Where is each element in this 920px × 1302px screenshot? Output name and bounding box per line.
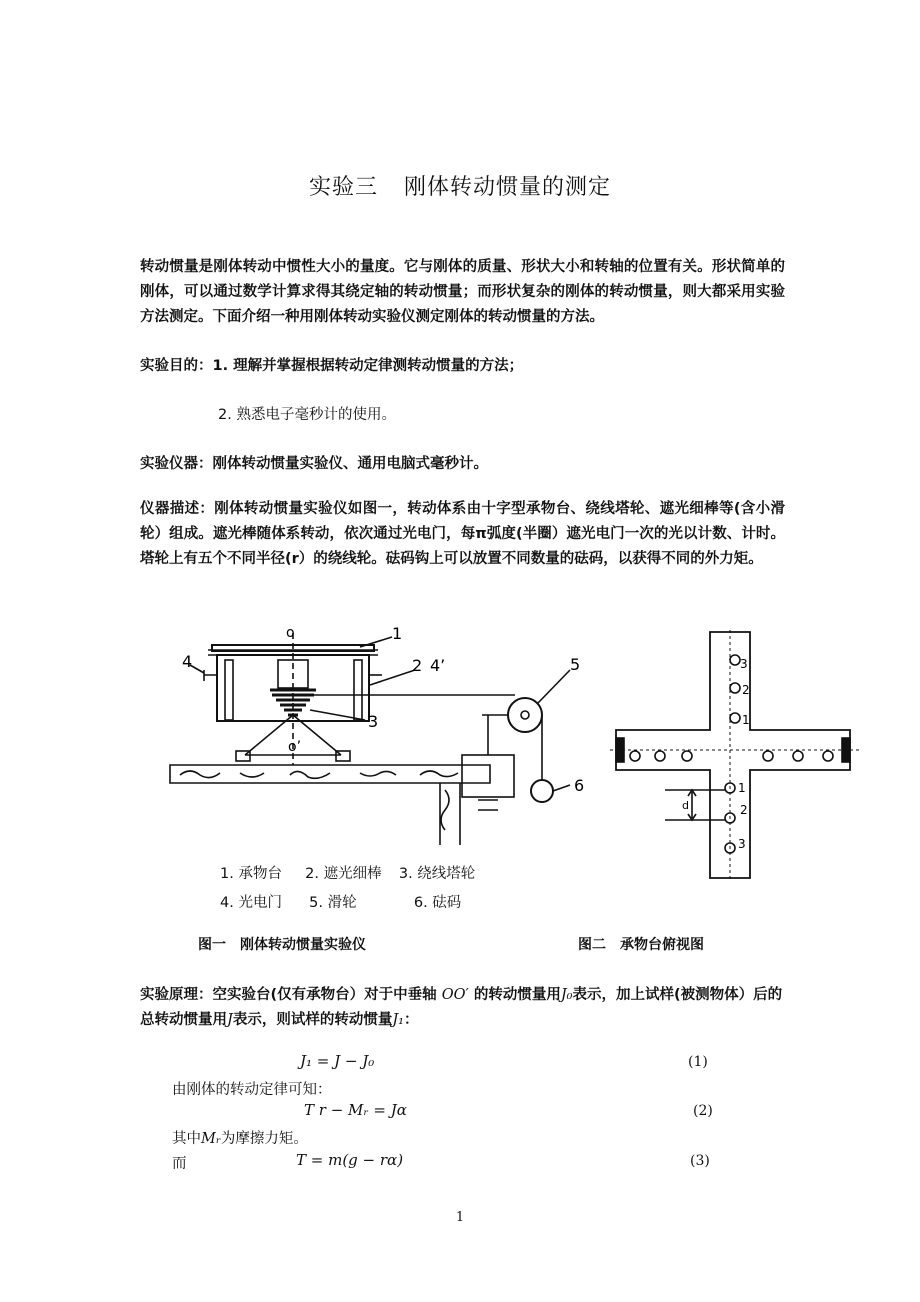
principle-axis: OO′ [441,987,469,1003]
description-paragraph [140,497,785,572]
fig1-label-o-top: o [286,625,295,641]
principle-j0: J₀ [560,987,573,1003]
after2-suffix: 为摩擦力矩。 [220,1131,308,1147]
principle-j1: J₁ [392,1012,404,1028]
fig2-label-bot1: 1 [738,781,746,795]
legend-1: 1. 承物台 [220,866,282,882]
title-part1: 实验三 [308,175,378,200]
principle-text1: 空实验台(仅有承物台）对于中垂轴 [212,987,437,1003]
equation-3: T = m(g − rα) [296,1151,404,1169]
fig2-label-bot3: 3 [738,837,746,851]
purpose-line1 [140,354,523,375]
fig1-label-3: 3 [368,712,379,731]
eq-text-after2 [172,1127,308,1148]
fig1-label-4: 4 [182,652,193,671]
equation-3-number: (3) [690,1153,710,1169]
equation-1: J₁ = J − J₀ [300,1052,375,1070]
fig1-label-1: 1 [392,624,403,643]
principle-j: J [227,1012,233,1028]
fig1-legend-row2 [220,891,461,912]
principle-label: 实验原理： [140,987,213,1003]
fig1-label-o-bottom: o’ [288,739,302,755]
principle-text3: 表示，加上试样(被测物体）后的总转动惯量用 [140,987,783,1028]
figure1-apparatus-diagram [160,615,600,845]
description-label: 仪器描述： [140,501,215,517]
fig2-label-top3: 3 [740,657,748,671]
instruments-line [140,452,488,473]
fig2-label-top1: 1 [742,713,750,727]
figure1-caption: 图一 刚体转动惯量实验仪 [198,937,366,953]
legend-4: 4. 光电门 [220,895,282,911]
instruments-text: 刚体转动惯量实验仪、通用电脑式毫秒计。 [212,456,488,472]
description-text: 刚体转动惯量实验仪如图一，转动体系由十字型承物台、绕线塔轮、遮光细棒等(含小滑轮）组成。遮光棒随体系转动，依次通过光电门，每π弧度(半圈）遮光电门一次的光以计数、计时。塔轮上有五个不同半径(r）的绕线轮。砝码钩上可以放置不同数量的砝码，以获得不同的外力矩。 [140,501,786,567]
after2-prefix: 其中 [172,1131,201,1147]
fig2-label-bot2: 2 [740,803,748,817]
fig1-label-5: 5 [570,655,581,674]
equation-2: T r − Mᵣ = Jα [304,1101,407,1119]
page-number: 1 [455,1210,465,1225]
eq-text-after1: 由刚体的转动定律可知： [172,1082,332,1098]
legend-2: 2. 遮光细棒 [305,866,382,882]
fig2-label-d: d [682,799,689,812]
purpose-item2: 2. 熟悉电子毫秒计的使用。 [218,407,396,423]
fig2-label-top2: 2 [742,683,750,697]
figure2-platform-topview [610,630,870,880]
principle-text4: 表示，则试样的转动惯量 [232,1012,393,1028]
purpose-item1: 1. 理解并掌握根据转动定律测转动惯量的方法； [212,358,524,374]
principle-paragraph [140,983,785,1033]
principle-text5: ： [403,1012,419,1028]
fig1-legend-row1 [220,862,475,883]
legend-6: 6. 砝码 [413,895,462,911]
intro-paragraph: 转动惯量是刚体转动中惯性大小的量度。它与刚体的质量、形状大小和转轴的位置有关。形状简单的刚体，可以通过数学计算求得其绕定轴的转动惯量；而形状复杂的刚体的转动惯量，则大都采用实验方法测定。下面介绍一种用刚体转动实验仪测定刚体的转动惯量的方法。 [140,259,785,325]
after2-var: Mᵣ [201,1131,221,1147]
title-part2: 刚体转动惯量的测定 [404,175,612,200]
purpose-label: 实验目的： [140,358,213,374]
fig1-label-2: 2 [412,656,423,675]
page-title [0,170,920,201]
fig1-label-6: 6 [574,776,585,795]
legend-3: 3. 绕线塔轮 [398,866,476,882]
principle-text2: 的转动惯量用 [473,987,561,1003]
figure2-caption: 图二 承物台俯视图 [578,937,704,953]
eq-text-before3: 而 [172,1156,187,1172]
legend-5: 5. 滑轮 [309,895,357,911]
fig1-label-4prime: 4’ [430,656,446,675]
instruments-label: 实验仪器： [140,456,213,472]
equation-2-number: (2) [693,1103,713,1119]
equation-1-number: (1) [688,1054,708,1070]
